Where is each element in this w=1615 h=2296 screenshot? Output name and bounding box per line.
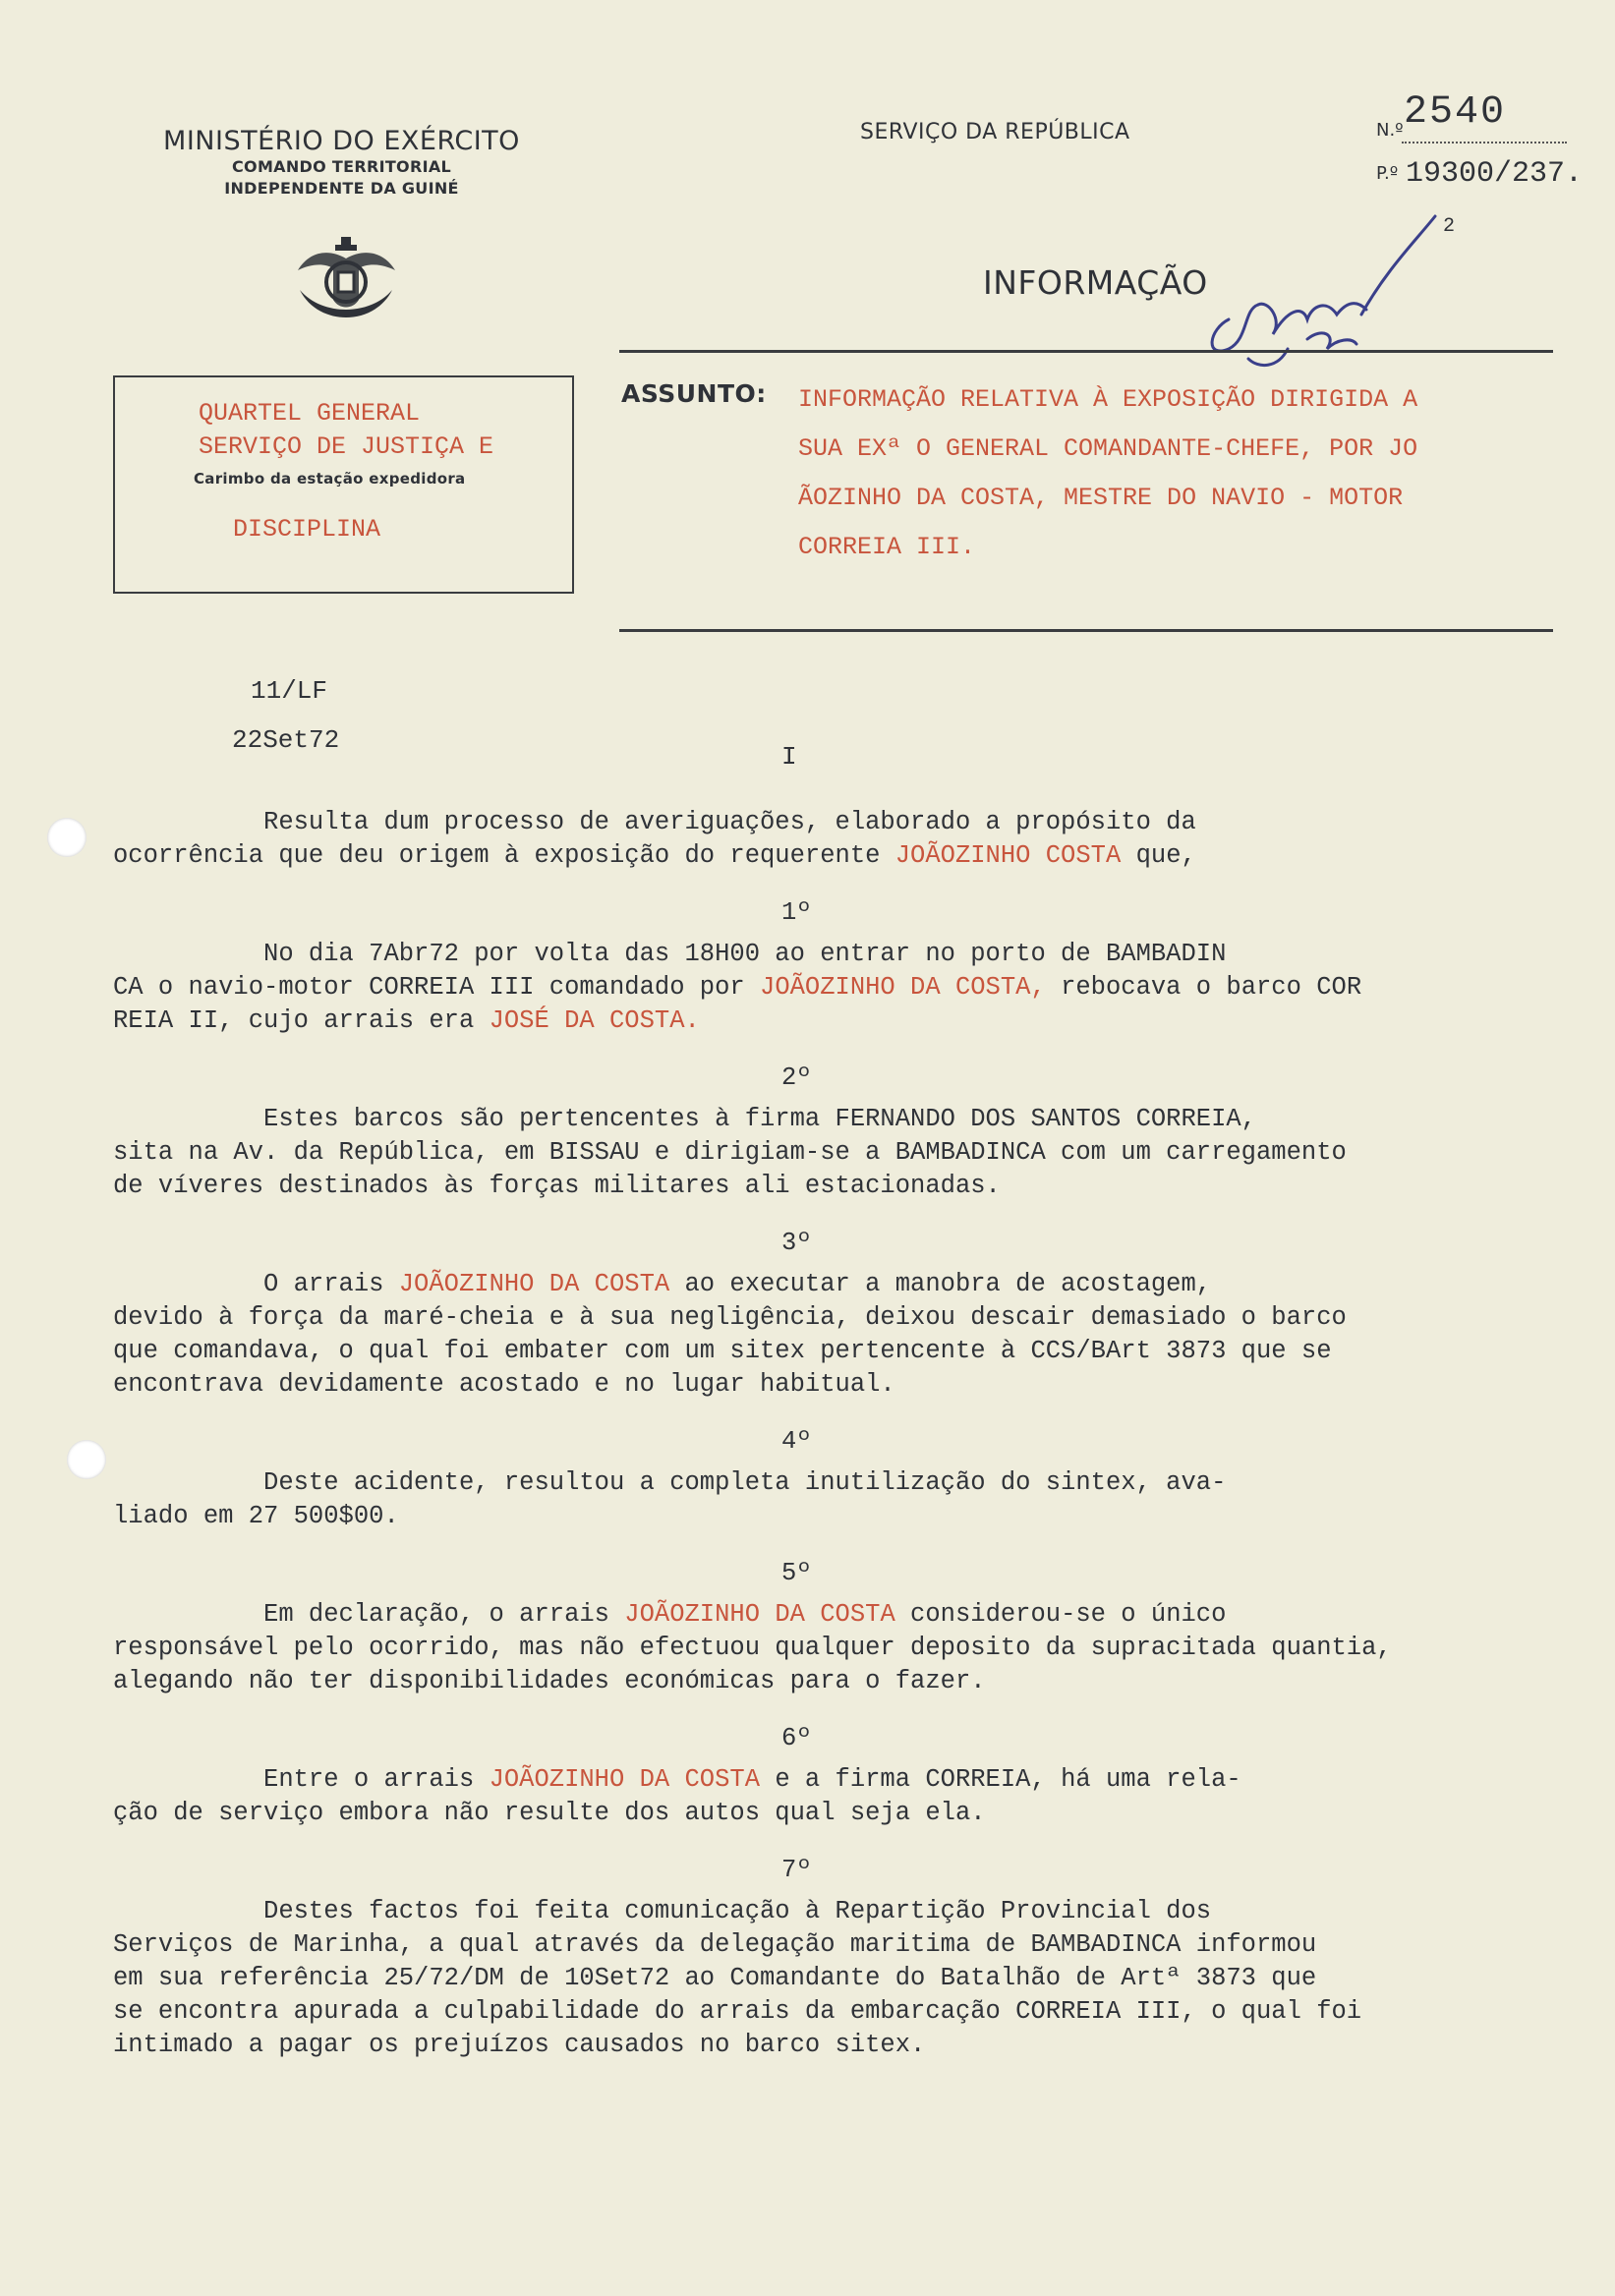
subject-text	[798, 375, 1575, 572]
document-date: 22Set72	[232, 725, 340, 755]
paragraph-heading: 2º	[781, 1063, 812, 1092]
person-name: JOÃOZINHO COSTA	[894, 841, 1122, 870]
body-line: que comandava, o qual foi embater com um sitex pertencente à CCS/BArt 3873 que se	[113, 1337, 1332, 1365]
person-name: JOÃOZINHO DA COSTA	[624, 1600, 895, 1629]
body-line: liado em 27 500$00.	[113, 1502, 399, 1530]
reference-code: 11/LF	[251, 676, 328, 706]
body-line: ção de serviço embora não resulte dos autos qual seja ela.	[113, 1799, 986, 1827]
command-line-1: COMANDO TERRITORIAL	[232, 157, 451, 176]
section-number: I	[781, 742, 797, 772]
body-line: ocorrência que deu origem à exposição do requerente JOÃOZINHO COSTA que,	[113, 841, 1196, 870]
body-line: alegando não ter disponibilidades económicas para o fazer.	[113, 1667, 986, 1695]
body-line: Deste acidente, resultou a completa inutilização do sintex, ava-	[113, 1468, 1227, 1497]
body-line: O arrais JOÃOZINHO DA COSTA ao executar a manobra de acostagem,	[113, 1270, 1212, 1298]
body-line: Serviços de Marinha, a qual através da delegação maritima de BAMBADINCA informou	[113, 1930, 1317, 1959]
ministry-name: MINISTÉRIO DO EXÉRCITO	[163, 126, 520, 156]
body-line: encontrava devidamente acostado e no lugar habitual.	[113, 1370, 895, 1399]
paragraph-heading: 3º	[781, 1229, 812, 1257]
body-line: Entre o arrais JOÃOZINHO DA COSTA e a firma CORREIA, há uma rela-	[113, 1765, 1241, 1794]
command-line-2: INDEPENDENTE DA GUINÉ	[224, 179, 459, 198]
body-line: de víveres destinados às forças militares ali estacionadas.	[113, 1172, 1001, 1200]
person-name: JOÃOZINHO DA COSTA	[398, 1270, 670, 1298]
body-line: Em declaração, o arrais JOÃOZINHO DA COSTA considerou-se o único	[113, 1600, 1227, 1629]
person-name: JOÃOZINHO DA COSTA,	[760, 973, 1046, 1002]
process-value: 19300/237.	[1406, 157, 1584, 191]
number-underline	[1402, 142, 1567, 144]
subject-label: ASSUNTO:	[621, 379, 767, 408]
body-line: responsável pelo ocorrido, mas não efectuou qualquer deposito da supracitada quantia,	[113, 1634, 1392, 1662]
paragraph-heading: 6º	[781, 1724, 812, 1752]
office-stamp	[113, 375, 574, 594]
number-value: 2540	[1404, 90, 1507, 135]
body-line: REIA II, cujo arrais era JOSÉ DA COSTA.	[113, 1006, 700, 1035]
body-line: No dia 7Abr72 por volta das 18H00 ao entrar no porto de BAMBADIN	[113, 940, 1227, 968]
svg-text:2: 2	[1443, 215, 1456, 238]
subject-rule-top	[619, 350, 1553, 353]
punch-hole-top	[47, 818, 87, 857]
stamp-line-3: DISCIPLINA	[233, 515, 381, 544]
portuguese-coat-of-arms-icon	[290, 231, 403, 321]
ministry-header	[157, 126, 526, 200]
body-line: intimado a pagar os prejuízos causados no barco sitex.	[113, 2031, 926, 2059]
body-line: sita na Av. da República, em BISSAU e dirigiam-se a BAMBADINCA com um carregamento	[113, 1138, 1347, 1167]
document-type-title: INFORMAÇÃO	[983, 263, 1208, 302]
person-name: JOSÉ DA COSTA.	[489, 1006, 700, 1035]
subject-rule-bottom	[619, 629, 1553, 632]
body-line: Resulta dum processo de averiguações, elaborado a propósito da	[113, 808, 1196, 836]
subject-line: ÃOZINHO DA COSTA, MESTRE DO NAVIO - MOTOR	[798, 484, 1404, 512]
punch-hole-bottom	[67, 1440, 106, 1479]
body-line: devido à força da maré-cheia e à sua negligência, deixou descair demasiado o barco	[113, 1303, 1347, 1332]
document-number-block	[1376, 90, 1584, 199]
body-line: se encontra apurada a culpabilidade do arrais da embarcação CORREIA III, o qual foi	[113, 1997, 1362, 2026]
paragraph-heading: 1º	[781, 898, 812, 927]
number-label: N.º	[1376, 120, 1404, 141]
paragraph-heading: 7º	[781, 1856, 812, 1884]
person-name: JOÃOZINHO DA COSTA	[489, 1765, 761, 1794]
service-header: SERVIÇO DA REPÚBLICA	[860, 120, 1130, 144]
paragraph-heading: 5º	[781, 1559, 812, 1587]
stamp-line-1: QUARTEL GENERAL	[199, 399, 421, 428]
process-label: P.º	[1376, 163, 1399, 184]
subject-line: INFORMAÇÃO RELATIVA À EXPOSIÇÃO DIRIGIDA A	[798, 385, 1418, 414]
stamp-caption: Carimbo da estação expedidora	[194, 470, 466, 488]
paragraph-heading: 4º	[781, 1427, 812, 1456]
subject-line: SUA EXª O GENERAL COMANDANTE-CHEFE, POR JO	[798, 434, 1418, 463]
body-line: Estes barcos são pertencentes à firma FERNANDO DOS SANTOS CORREIA,	[113, 1105, 1256, 1133]
stamp-line-2: SERVIÇO DE JUSTIÇA E	[199, 432, 494, 461]
document-body	[113, 806, 1607, 2062]
subject-line: CORREIA III.	[798, 533, 976, 561]
body-line: Destes factos foi feita comunicação à Repartição Provincial dos	[113, 1897, 1212, 1925]
body-line: em sua referência 25/72/DM de 10Set72 ao Comandante do Batalhão de Artª 3873 que	[113, 1964, 1317, 1992]
body-line: CA o navio-motor CORREIA III comandado por JOÃOZINHO DA COSTA, rebocava o barco COR	[113, 973, 1362, 1002]
